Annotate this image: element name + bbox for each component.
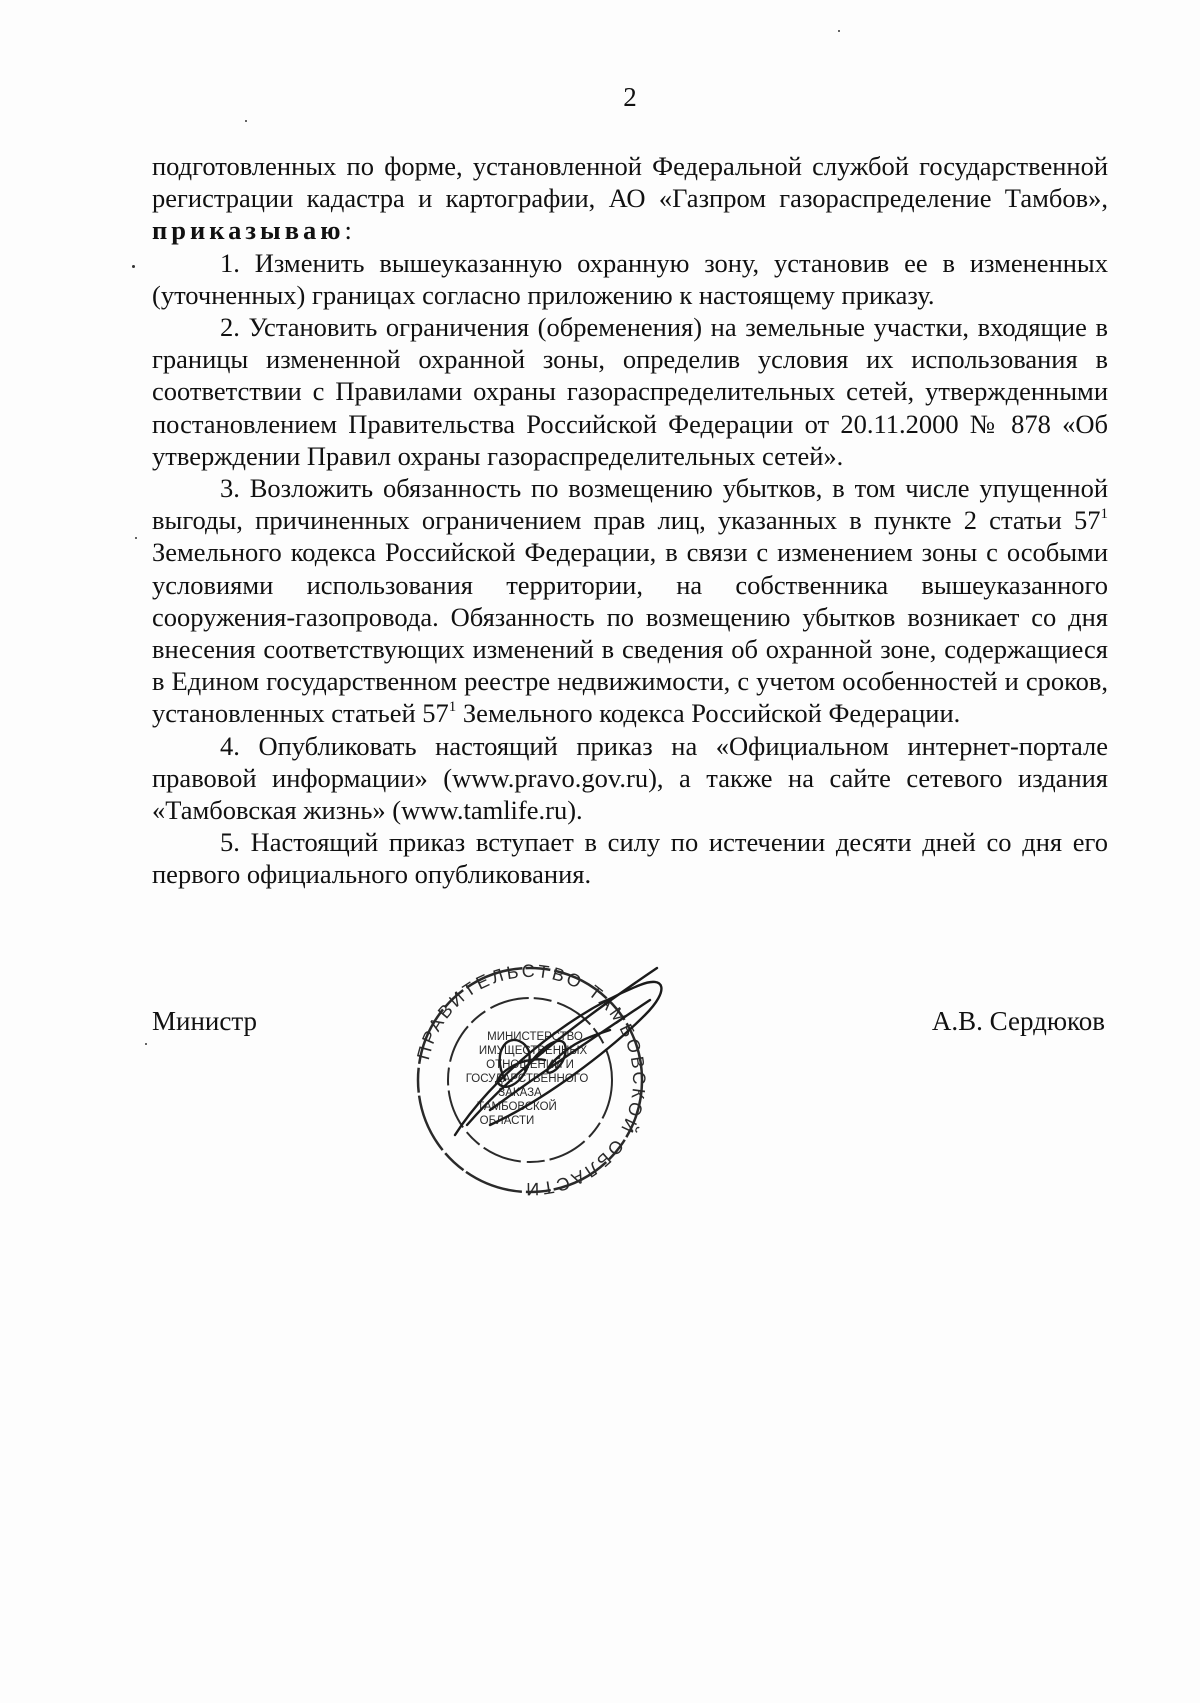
stamp-outer-textpath: ПРАВИТЕЛЬСТВО ТАМБОВСКОЙ ОБЛАСТИ	[413, 960, 650, 1200]
item-1: 1. Изменить вышеуказанную охранную зону, установив ее в измененных (уточненных) границах согласно приложению к настоящему приказу.	[152, 247, 1108, 310]
signatory-name: А.В. Сердюков	[931, 1006, 1105, 1036]
stamp-inner-line-4: ГОСУДАРСТВЕННОГО	[465, 1073, 589, 1085]
item-4: 4. Опубликовать настоящий приказ на «Официальном интернет-портале правовой информации» (www.pravo.gov.ru), а также на сайте сетевого издания «Тамбовская жизнь» (www.tamlife.ru).	[152, 730, 1108, 826]
item-3-superscript-2: 1	[448, 699, 457, 716]
item-2: 2. Установить ограничения (обременения) на земельные участки, входящие в границы измененной охранной зоны, определив условия их использования в соответствии с Правилами охраны газораспределительных сетей, утвержденными постановлением Правительства Российской Федерации от 20.11.2000 № 878 «Об утверждении Правил охраны газораспределительных сетей».	[152, 312, 1108, 471]
scan-speck	[838, 30, 840, 32]
intro-text: подготовленных по форме, установленной Федеральной службой государственной регистрации кадастра и картографии, АО «Газпром газораспределение Тамбов»,	[152, 151, 1108, 214]
stamp-inner-line-2: ИМУЩЕСТВЕННЫХ	[478, 1045, 588, 1057]
item-3-part-3: Земельного кодекса Российской Федерации.	[456, 698, 961, 729]
intro-colon: :	[344, 215, 352, 246]
scan-speck	[135, 537, 137, 539]
document-body	[152, 150, 1108, 891]
intro-paragraph	[152, 150, 1108, 247]
stamp-inner-line-3: ОТНОШЕНИЙ И	[486, 1059, 574, 1071]
stamp-inner-line-5: ЗАКАЗА	[498, 1087, 542, 1099]
scan-speck	[245, 120, 247, 122]
stamp-inner-line-7: ОБЛАСТИ	[479, 1115, 535, 1127]
stamp-inner-line-1: МИНИСТЕРСТВО	[487, 1031, 583, 1043]
scan-speck	[145, 1043, 147, 1045]
item-3-part-2: Земельного кодекса Российской Федерации, в связи с изменением зоны с особыми условиями использования территории, на собственника вышеуказанного сооружения-газопровода. Обязанность по возмещению убытков возникает со дня внесения соответствующих изменений в сведения об охранной зоне, содержащиеся в Едином государственном реестре недвижимости, с учетом особенностей и сроков, установленных статьей 57	[152, 537, 1108, 729]
stamp-inner-line-6: ТАМБОВСКОЙ	[477, 1101, 557, 1113]
stamp-inner-text	[466, 1031, 589, 1127]
scan-speck	[132, 265, 135, 268]
official-stamp	[395, 960, 665, 1260]
item-5: 5. Настоящий приказ вступает в силу по истечении десяти дней со дня его первого официального опубликования.	[152, 827, 1108, 890]
signatory-position: Министр	[152, 1006, 257, 1036]
intro-command: приказываю	[152, 215, 345, 246]
item-3-superscript-1: 1	[1100, 506, 1108, 523]
page-number: 2	[623, 82, 637, 112]
item-3-part-1: 3. Возложить обязанность по возмещению убытков, в том числе упущенной выгоды, причиненных ограничением прав лиц, указанных в пункте 2 статьи 57	[152, 473, 1108, 536]
item-3	[152, 472, 1108, 730]
